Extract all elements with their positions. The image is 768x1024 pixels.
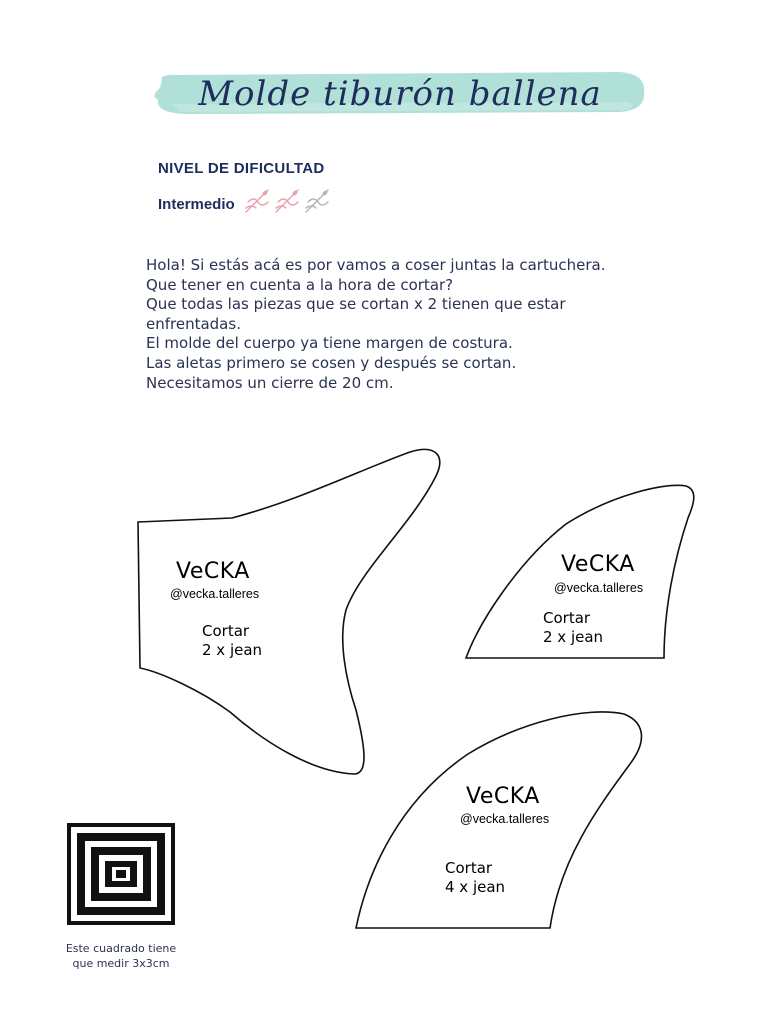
brand-handle: @vecka.talleres: [460, 812, 550, 826]
pattern-piece-tail: [138, 449, 440, 774]
cut-quantity: 2 x jean: [543, 628, 604, 646]
intro-line: Hola! Si estás acá es por vamos a coser juntas la cartuchera.: [146, 256, 606, 274]
calibration-caption: [46, 941, 196, 971]
intro-line: El molde del cuerpo ya tiene margen de costura.: [146, 334, 513, 353]
intro-line: Las aletas primero se cosen y después se cortan.: [146, 353, 517, 372]
cut-instruction: Cortar: [445, 859, 493, 877]
intro-line: Que tener en cuenta a la hora de cortar?: [146, 275, 454, 294]
page-title: Molde tiburón ballena: [198, 74, 602, 114]
intro-line: Necesitamos un cierre de 20 cm.: [146, 373, 394, 392]
difficulty-level: Intermedio: [158, 196, 235, 213]
brand-logo: VeCKA: [176, 559, 250, 584]
brand-handle: @vecka.talleres: [170, 587, 260, 601]
cut-quantity: 4 x jean: [445, 878, 506, 896]
cut-instruction: Cortar: [202, 622, 250, 640]
caption-line: que medir 3x3cm: [72, 957, 170, 970]
brand-handle: @vecka.talleres: [554, 581, 644, 595]
intro-line: Que todas las piezas que se cortan x 2 tienen que estar enfrentadas.: [146, 295, 566, 333]
difficulty-heading: NIVEL DE DIFICULTAD: [158, 160, 325, 177]
calibration-square: [67, 823, 175, 925]
brand-logo: VeCKA: [561, 552, 635, 577]
caption-line: Este cuadrado tiene: [65, 942, 177, 955]
cut-quantity: 2 x jean: [202, 641, 263, 659]
cut-instruction: Cortar: [543, 609, 591, 627]
brand-logo: VeCKA: [466, 784, 540, 809]
